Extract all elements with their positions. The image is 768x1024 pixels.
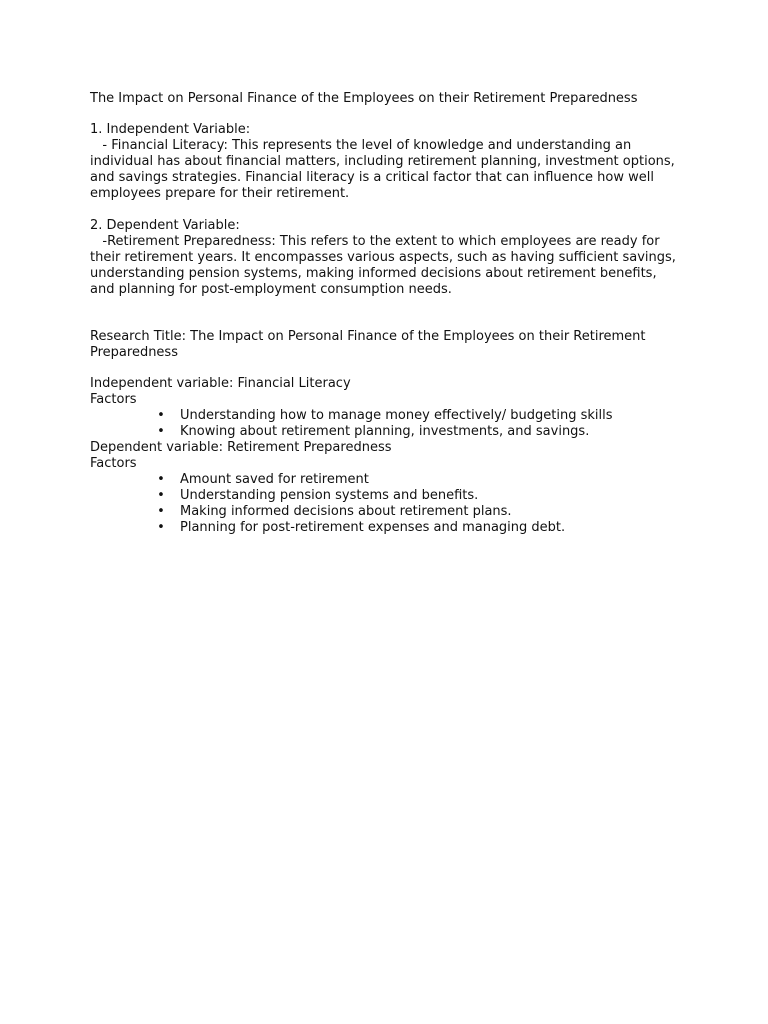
dependent-factors-list	[90, 472, 680, 536]
list-item	[90, 488, 680, 504]
dependent-variable-label: Dependent variable: Retirement Preparedness	[90, 440, 392, 455]
list-item	[90, 520, 680, 536]
bullet-icon: •	[157, 472, 165, 487]
section1-heading: 1. Independent Variable:	[90, 122, 251, 137]
section1-body: - Financial Literacy: This represents the level of knowledge and understanding an individual has about financial matters, including retirement planning, investment options, and savings strategies. Financial literacy is a critical factor that can influence how well employees prepare for their retirement.	[90, 138, 679, 201]
independent-factors-label: Factors	[90, 392, 137, 407]
list-item	[90, 472, 680, 488]
section2-heading: 2. Dependent Variable:	[90, 218, 240, 233]
list-item	[90, 408, 680, 424]
bullet-icon: •	[157, 408, 165, 423]
bullet-icon: •	[157, 520, 165, 535]
research-title: Research Title: The Impact on Personal Finance of the Employees on their Retirement Preparedness	[90, 329, 646, 360]
independent-factors-list	[90, 408, 680, 440]
document-title: The Impact on Personal Finance of the Employees on their Retirement Preparedness	[90, 91, 638, 106]
list-item	[90, 424, 680, 440]
bullet-icon: •	[157, 424, 165, 439]
factor-text: Knowing about retirement planning, investments, and savings.	[180, 424, 590, 439]
factor-text: Understanding pension systems and benefits.	[180, 488, 479, 503]
factor-text: Making informed decisions about retirement plans.	[180, 504, 512, 519]
dependent-factors-label: Factors	[90, 456, 137, 471]
list-item	[90, 504, 680, 520]
factor-text: Planning for post-retirement expenses and managing debt.	[180, 520, 566, 535]
bullet-icon: •	[157, 504, 165, 519]
factor-text: Amount saved for retirement	[180, 472, 369, 487]
document-body	[90, 91, 680, 536]
factor-text: Understanding how to manage money effectively/ budgeting skills	[180, 408, 613, 423]
section2-body: -Retirement Preparedness: This refers to the extent to which employees are ready for their retirement years. It encompasses various aspects, such as having sufficient savings, understanding pension systems, making informed decisions about retirement benefits, and planning for post-employment consumption needs.	[90, 234, 681, 297]
bullet-icon: •	[157, 488, 165, 503]
independent-variable-label: Independent variable: Financial Literacy	[90, 376, 351, 391]
